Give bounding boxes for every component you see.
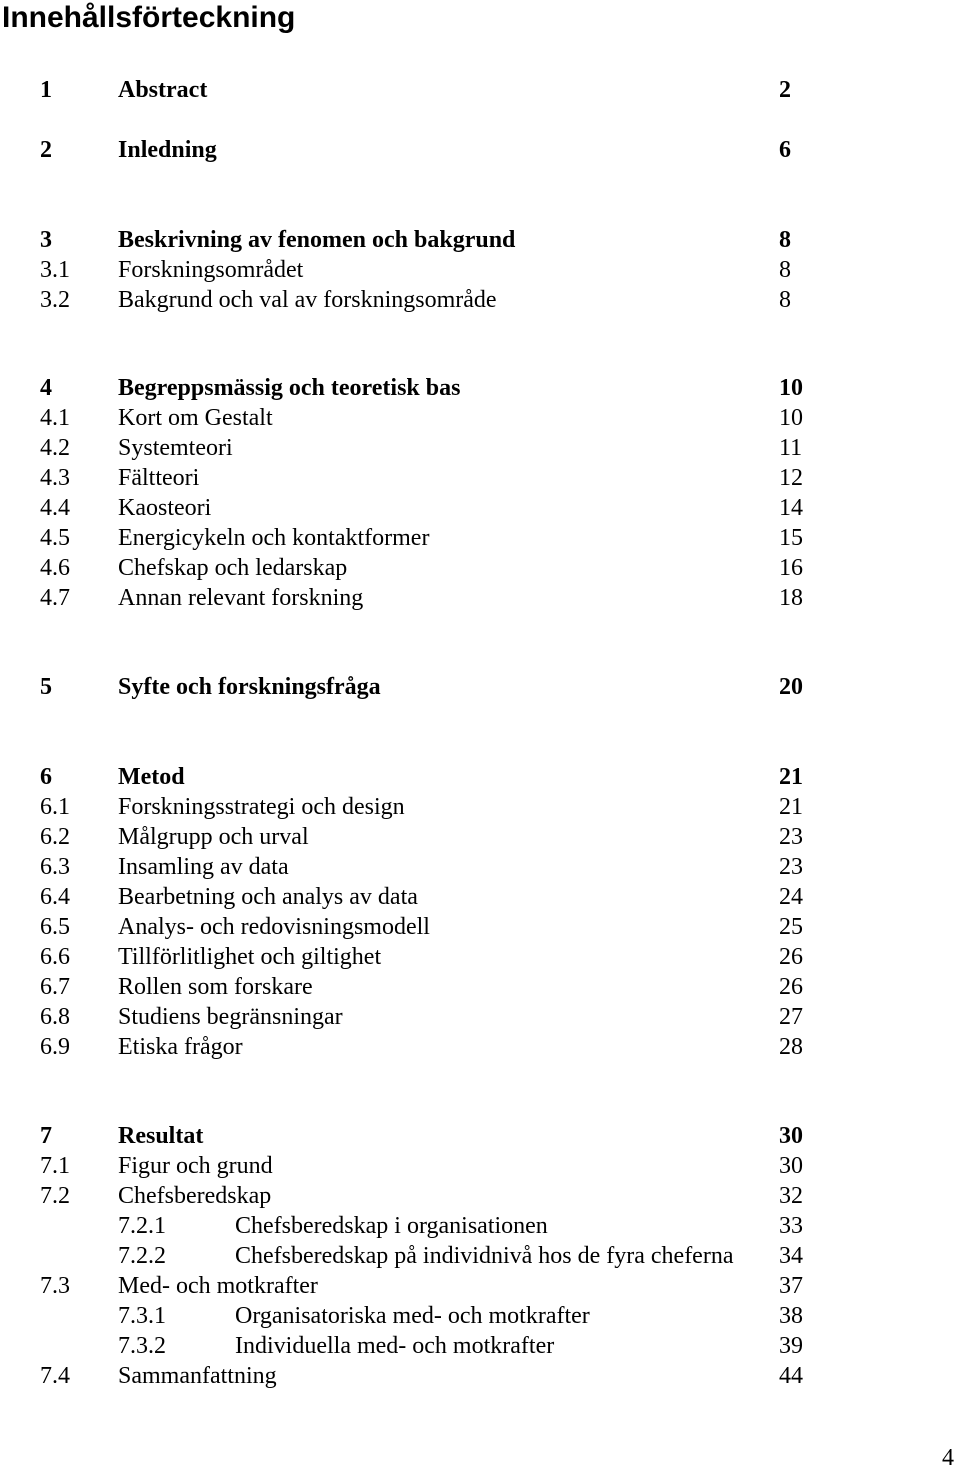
- toc-entry-page: 26: [779, 944, 803, 970]
- toc-entry-page: 21: [779, 764, 803, 790]
- toc-entry-page: 23: [779, 854, 803, 880]
- toc-entry-title: Fältteori: [118, 465, 200, 491]
- toc-entry-title: Målgrupp och urval: [118, 824, 309, 850]
- toc-entry-title: Chefsberedskap: [118, 1183, 272, 1209]
- toc-entry-number: 4: [40, 375, 52, 401]
- toc-entry: [0, 433, 960, 463]
- toc-entry-number: 1: [40, 77, 52, 103]
- toc-entry-page: 10: [779, 375, 803, 401]
- toc-entry-number: 7.4: [40, 1363, 70, 1389]
- toc-entry-number: 7: [40, 1123, 52, 1149]
- toc-entry: [0, 225, 960, 255]
- toc-entry-page: 39: [779, 1333, 803, 1359]
- toc-entry-number: 7.2.1: [118, 1213, 166, 1239]
- toc-entry-number: 3.2: [40, 287, 70, 313]
- toc-entry: [0, 1181, 960, 1211]
- toc-entry-title: Resultat: [118, 1123, 204, 1149]
- toc-entry-title: Annan relevant forskning: [118, 585, 364, 611]
- toc-entry-title: Organisatoriska med- och motkrafter: [235, 1303, 590, 1329]
- toc-entry-title: Metod: [118, 764, 185, 790]
- toc-entry: [0, 882, 960, 912]
- toc-entry-title: Chefsberedskap på individnivå hos de fyra cheferna: [235, 1243, 734, 1269]
- toc-entry-title: Bakgrund och val av forskningsområde: [118, 287, 497, 313]
- toc-entry-title: Med- och motkrafter: [118, 1273, 318, 1299]
- toc-entry-number: 4.3: [40, 465, 70, 491]
- toc-entry-number: 4.1: [40, 405, 70, 431]
- toc-entry-title: Syfte och forskningsfråga: [118, 674, 381, 700]
- toc-entry-number: 6: [40, 764, 52, 790]
- toc-entry: [0, 583, 960, 613]
- toc-entry: [0, 822, 960, 852]
- page-number: 4: [942, 1445, 954, 1471]
- toc-entry-title: Individuella med- och motkrafter: [235, 1333, 555, 1359]
- toc-entry-title: Forskningsområdet: [118, 257, 304, 283]
- toc-entry: [0, 523, 960, 553]
- toc-entry-number: 4.6: [40, 555, 70, 581]
- toc-entry-page: 16: [779, 555, 803, 581]
- toc-entry-page: 11: [779, 435, 803, 461]
- toc-entry-number: 3.1: [40, 257, 70, 283]
- toc-entry-page: 28: [779, 1034, 803, 1060]
- toc-entry-number: 6.7: [40, 974, 70, 1000]
- toc-entry-title: Forskningsstrategi och design: [118, 794, 405, 820]
- toc-entry-number: 4.2: [40, 435, 70, 461]
- toc-entry-page: 25: [779, 914, 803, 940]
- toc-entry-title: Chefsberedskap i organisationen: [235, 1213, 548, 1239]
- toc-entry-number: 6.8: [40, 1004, 70, 1030]
- toc-entry-number: 6.2: [40, 824, 70, 850]
- toc-entry: [0, 1211, 960, 1241]
- toc-entry: [0, 493, 960, 523]
- toc-entry-page: 44: [779, 1363, 803, 1389]
- toc-entry-number: 6.9: [40, 1034, 70, 1060]
- toc-entry-number: 7.2.2: [118, 1243, 166, 1269]
- toc-entry-number: 6.4: [40, 884, 70, 910]
- toc-entry-page: 24: [779, 884, 803, 910]
- toc-entry-page: 12: [779, 465, 803, 491]
- toc-entry-number: 7.2: [40, 1183, 70, 1209]
- toc-entry-number: 5: [40, 674, 52, 700]
- toc-entry-page: 26: [779, 974, 803, 1000]
- toc-entry-number: 6.3: [40, 854, 70, 880]
- toc-entry-page: 6: [779, 137, 791, 163]
- toc-entry: [0, 285, 960, 315]
- toc-entry-page: 37: [779, 1273, 803, 1299]
- toc-entry: [0, 403, 960, 433]
- toc-entry: [0, 463, 960, 493]
- toc-entry-page: 15: [779, 525, 803, 551]
- toc-entry: [0, 852, 960, 882]
- toc-entry: [0, 912, 960, 942]
- toc-entry-title: Tillförlitlighet och giltighet: [118, 944, 382, 970]
- toc-entry-page: 8: [779, 287, 791, 313]
- toc-entry-page: 8: [779, 257, 791, 283]
- toc-entry: [0, 942, 960, 972]
- toc-entry: [0, 1121, 960, 1151]
- toc-entry-page: 8: [779, 227, 791, 253]
- toc-entry-title: Begreppsmässig och teoretisk bas: [118, 375, 461, 401]
- toc-entry-title: Systemteori: [118, 435, 233, 461]
- toc-entry: [0, 75, 960, 105]
- toc-entry-title: Rollen som forskare: [118, 974, 313, 1000]
- toc-entry-title: Etiska frågor: [118, 1034, 243, 1060]
- toc-entry-title: Kaosteori: [118, 495, 212, 521]
- toc-entry-page: 38: [779, 1303, 803, 1329]
- toc-entry: [0, 672, 960, 702]
- toc-entry-title: Sammanfattning: [118, 1363, 277, 1389]
- toc-entry-page: 14: [779, 495, 803, 521]
- toc-entry-number: 7.3.1: [118, 1303, 166, 1329]
- toc-entry: [0, 553, 960, 583]
- toc-entry-page: 32: [779, 1183, 803, 1209]
- toc-entry-page: 10: [779, 405, 803, 431]
- toc-entry-title: Figur och grund: [118, 1153, 273, 1179]
- toc-entry: [0, 1301, 960, 1331]
- toc-entry-number: 4.4: [40, 495, 70, 521]
- toc-entry: [0, 792, 960, 822]
- toc-entry-number: 6.6: [40, 944, 70, 970]
- toc-heading: Innehållsförteckning: [2, 1, 296, 34]
- toc-entry-number: 6.5: [40, 914, 70, 940]
- toc-entry-number: 7.3.2: [118, 1333, 166, 1359]
- toc-entry-page: 23: [779, 824, 803, 850]
- toc-entry-number: 4.5: [40, 525, 70, 551]
- toc-entry-page: 30: [779, 1153, 803, 1179]
- toc-entry-page: 20: [779, 674, 803, 700]
- toc-entry-title: Chefskap och ledarskap: [118, 555, 348, 581]
- toc-entry-page: 18: [779, 585, 803, 611]
- toc-entry: [0, 972, 960, 1002]
- toc-entry-page: 34: [779, 1243, 803, 1269]
- toc-entry-number: 6.1: [40, 794, 70, 820]
- toc-entry-title: Inledning: [118, 137, 217, 163]
- toc-entry: [0, 373, 960, 403]
- toc-entry-number: 3: [40, 227, 52, 253]
- toc-entry: [0, 1331, 960, 1361]
- toc-entry-title: Analys- och redovisningsmodell: [118, 914, 430, 940]
- toc-entry-title: Insamling av data: [118, 854, 289, 880]
- toc-entry: [0, 1361, 960, 1391]
- toc-entry: [0, 1241, 960, 1271]
- toc-entry-title: Beskrivning av fenomen och bakgrund: [118, 227, 516, 253]
- toc-entry-title: Abstract: [118, 77, 208, 103]
- toc-entry-page: 33: [779, 1213, 803, 1239]
- toc-entry-number: 7.3: [40, 1273, 70, 1299]
- toc-entry-title: Studiens begränsningar: [118, 1004, 343, 1030]
- toc-entry-page: 21: [779, 794, 803, 820]
- toc-entry: [0, 1151, 960, 1181]
- toc-entry: [0, 762, 960, 792]
- toc-entry-page: 30: [779, 1123, 803, 1149]
- toc-entry: [0, 255, 960, 285]
- toc-entry-title: Energicykeln och kontaktformer: [118, 525, 430, 551]
- toc-entry: [0, 1271, 960, 1301]
- toc-entry: [0, 1002, 960, 1032]
- toc-entry-number: 7.1: [40, 1153, 70, 1179]
- toc-entry-page: 27: [779, 1004, 803, 1030]
- toc-entry-number: 4.7: [40, 585, 70, 611]
- toc-entry-page: 2: [779, 77, 791, 103]
- toc-entry: [0, 135, 960, 165]
- toc-entry-title: Bearbetning och analys av data: [118, 884, 418, 910]
- toc-entry-title: Kort om Gestalt: [118, 405, 273, 431]
- toc-entry: [0, 1032, 960, 1062]
- toc-entry-number: 2: [40, 137, 52, 163]
